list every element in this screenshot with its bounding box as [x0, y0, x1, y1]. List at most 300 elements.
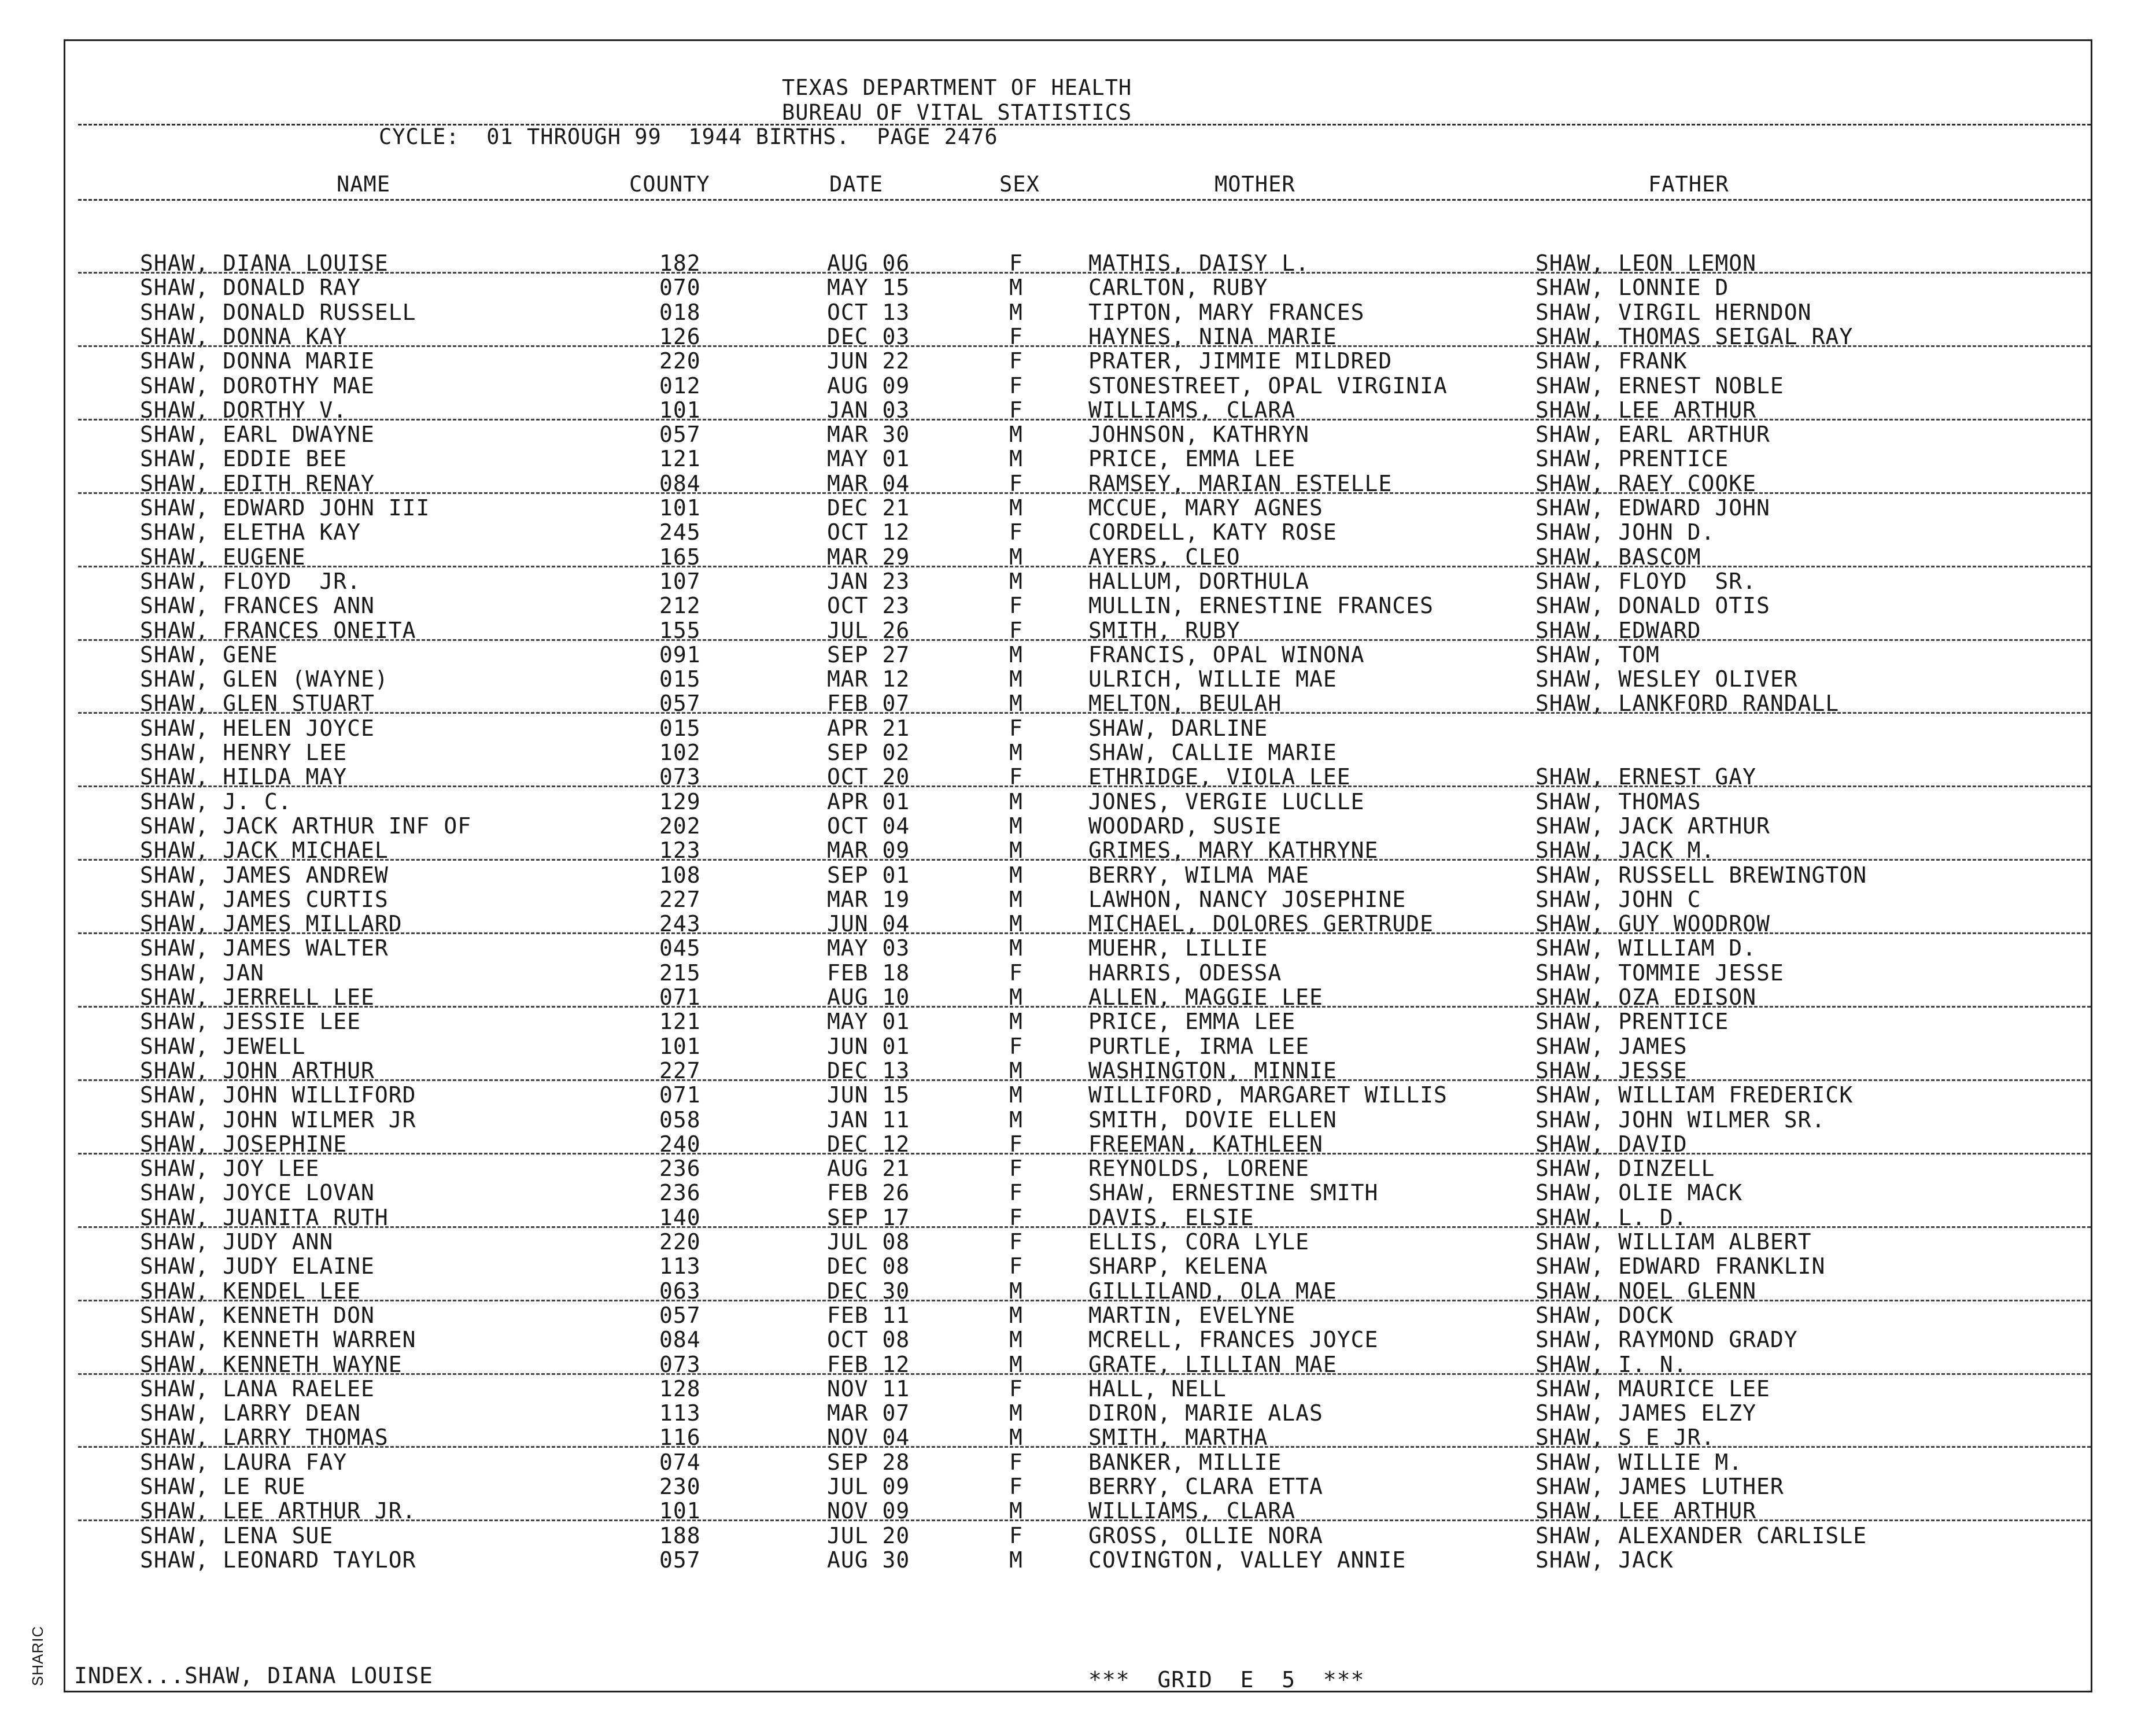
- record-county: 113: [659, 1253, 701, 1279]
- record-father: SHAW, ERNEST NOBLE: [1535, 372, 1784, 399]
- record-mother: WILLIFORD, MARGARET WILLIS: [1088, 1082, 1448, 1108]
- record-mother: PRATER, JIMMIE MILDRED: [1088, 348, 1393, 374]
- record-county: 243: [659, 911, 701, 937]
- record-county: 121: [659, 446, 701, 472]
- record-sex: F: [1009, 1180, 1023, 1206]
- record-name: SHAW, JAN: [140, 960, 264, 986]
- record-county: 230: [659, 1474, 701, 1499]
- record-father: SHAW, WESLEY OLIVER: [1535, 666, 1798, 692]
- record-name: SHAW, EARL DWAYNE: [140, 422, 375, 448]
- record-father: SHAW, OLIE MACK: [1535, 1180, 1743, 1206]
- record-father: SHAW, MAURICE LEE: [1535, 1375, 1770, 1401]
- record-name: SHAW, DONNA KAY: [140, 323, 348, 349]
- record-sex: F: [1009, 323, 1023, 349]
- row-group-rule: [78, 785, 2091, 787]
- record-row: [0, 1034, 2156, 1058]
- record-county: 227: [659, 886, 701, 912]
- bureau-title: BUREAU OF VITAL STATISTICS: [782, 100, 1132, 125]
- record-mother: DIRON, MARIE ALAS: [1088, 1400, 1323, 1426]
- record-date: MAR 09: [827, 838, 910, 864]
- record-date: NOV 11: [827, 1375, 910, 1401]
- record-mother: PURTLE, IRMA LEE: [1088, 1033, 1310, 1059]
- record-date: APR 01: [827, 788, 910, 814]
- record-mother: JONES, VERGIE LUCLLE: [1088, 788, 1365, 814]
- record-mother: PRICE, EMMA LEE: [1088, 1009, 1296, 1035]
- record-name: SHAW, JAMES CURTIS: [140, 886, 389, 912]
- record-date: OCT 12: [827, 519, 910, 545]
- record-date: FEB 11: [827, 1302, 910, 1328]
- record-mother: LAWHON, NANCY JOSEPHINE: [1088, 886, 1406, 912]
- record-name: SHAW, FRANCES ONEITA: [140, 617, 416, 643]
- record-father: SHAW, S E JR.: [1535, 1425, 1715, 1451]
- record-county: 101: [659, 397, 701, 423]
- record-row: [0, 740, 2156, 765]
- record-county: 057: [659, 422, 701, 448]
- record-county: 155: [659, 617, 701, 643]
- record-row: [0, 1108, 2156, 1132]
- record-father: SHAW, RUSSELL BREWINGTON: [1535, 862, 1867, 888]
- record-sex: M: [1009, 1278, 1023, 1304]
- record-row: [0, 716, 2156, 740]
- record-name: SHAW, LEONARD TAYLOR: [140, 1547, 416, 1573]
- record-sex: M: [1009, 275, 1023, 301]
- record-sex: F: [1009, 1131, 1023, 1157]
- record-mother: CORDELL, KATY ROSE: [1088, 519, 1337, 545]
- record-mother: CARLTON, RUBY: [1088, 275, 1268, 301]
- record-row: [0, 1083, 2156, 1107]
- row-group-rule: [78, 1226, 2091, 1228]
- record-row: [0, 1156, 2156, 1181]
- record-name: SHAW, EDWARD JOHN III: [140, 495, 430, 521]
- record-mother: SHARP, KELENA: [1088, 1253, 1268, 1279]
- record-mother: TIPTON, MARY FRANCES: [1088, 299, 1365, 325]
- record-sex: M: [1009, 911, 1023, 937]
- record-county: 212: [659, 593, 701, 619]
- record-sex: M: [1009, 984, 1023, 1010]
- record-date: JUL 20: [827, 1522, 910, 1548]
- record-row: [0, 1450, 2156, 1474]
- record-date: MAR 12: [827, 666, 910, 692]
- record-sex: M: [1009, 1057, 1023, 1083]
- record-mother: GRIMES, MARY KATHRYNE: [1088, 838, 1379, 864]
- record-mother: ETHRIDGE, VIOLA LEE: [1088, 764, 1351, 790]
- record-name: SHAW, JOHN WILMER JR: [140, 1107, 416, 1133]
- record-sex: F: [1009, 1033, 1023, 1059]
- record-sex: F: [1009, 960, 1023, 986]
- record-sex: F: [1009, 593, 1023, 619]
- record-date: FEB 26: [827, 1180, 910, 1206]
- record-date: AUG 09: [827, 372, 910, 399]
- record-mother: WILLIAMS, CLARA: [1088, 397, 1296, 423]
- record-sex: F: [1009, 1204, 1023, 1230]
- record-date: SEP 28: [827, 1449, 910, 1475]
- record-row: [0, 1548, 2156, 1572]
- record-county: 113: [659, 1400, 701, 1426]
- record-county: 220: [659, 1229, 701, 1255]
- record-father: SHAW, LEON LEMON: [1535, 250, 1757, 276]
- record-county: 236: [659, 1156, 701, 1182]
- record-sex: F: [1009, 397, 1023, 423]
- record-sex: F: [1009, 1522, 1023, 1548]
- record-row: [0, 1474, 2156, 1499]
- record-mother: RAMSEY, MARIAN ESTELLE: [1088, 470, 1393, 496]
- record-county: 012: [659, 372, 701, 399]
- record-county: 220: [659, 348, 701, 374]
- column-header-date: DATE: [829, 172, 884, 197]
- record-name: SHAW, JACK MICHAEL: [140, 838, 389, 864]
- record-mother: MARTIN, EVELYNE: [1088, 1302, 1296, 1328]
- record-row: [0, 1327, 2156, 1352]
- record-sex: M: [1009, 886, 1023, 912]
- record-mother: REYNOLDS, LORENE: [1088, 1156, 1310, 1182]
- record-row: [0, 593, 2156, 618]
- record-name: SHAW, DONALD RUSSELL: [140, 299, 416, 325]
- record-date: APR 21: [827, 715, 910, 741]
- record-father: SHAW, JAMES ELZY: [1535, 1400, 1757, 1426]
- record-date: SEP 27: [827, 641, 910, 667]
- record-date: OCT 23: [827, 593, 910, 619]
- row-group-rule: [78, 1519, 2091, 1521]
- record-name: SHAW, DORTHY V.: [140, 397, 348, 423]
- record-mother: DAVIS, ELSIE: [1088, 1204, 1254, 1230]
- record-name: SHAW, DIANA LOUISE: [140, 250, 389, 276]
- row-group-rule: [78, 492, 2091, 494]
- record-name: SHAW, JAMES MILLARD: [140, 911, 403, 937]
- record-row: [0, 887, 2156, 912]
- record-father: SHAW, PRENTICE: [1535, 1009, 1729, 1035]
- record-county: 202: [659, 813, 701, 839]
- row-group-rule: [78, 1300, 2091, 1301]
- record-sex: M: [1009, 568, 1023, 594]
- record-name: SHAW, LARRY DEAN: [140, 1400, 361, 1426]
- record-sex: M: [1009, 1351, 1023, 1377]
- row-group-rule: [78, 859, 2091, 861]
- record-mother: SHAW, DARLINE: [1088, 715, 1268, 741]
- record-name: SHAW, DOROTHY MAE: [140, 372, 375, 399]
- record-county: 236: [659, 1180, 701, 1206]
- record-sex: M: [1009, 1107, 1023, 1133]
- record-county: 227: [659, 1057, 701, 1083]
- record-county: 018: [659, 299, 701, 325]
- record-sex: M: [1009, 299, 1023, 325]
- record-sex: M: [1009, 935, 1023, 961]
- record-father: SHAW, DINZELL: [1535, 1156, 1715, 1182]
- record-sex: M: [1009, 1498, 1023, 1524]
- record-mother: AYERS, CLEO: [1088, 544, 1241, 570]
- record-father: SHAW, WILLIAM D.: [1535, 935, 1757, 961]
- record-father: SHAW, JACK: [1535, 1547, 1674, 1573]
- record-mother: BANKER, MILLIE: [1088, 1449, 1282, 1475]
- record-father: SHAW, EDWARD JOHN: [1535, 495, 1770, 521]
- record-name: SHAW, DONNA MARIE: [140, 348, 375, 374]
- record-date: JUL 09: [827, 1474, 910, 1499]
- record-mother: SMITH, MARTHA: [1088, 1425, 1268, 1451]
- side-label: SHARIC: [29, 1625, 46, 1686]
- record-sex: F: [1009, 1449, 1023, 1475]
- record-row: [0, 1401, 2156, 1425]
- record-name: SHAW, JOHN WILLIFORD: [140, 1082, 416, 1108]
- record-sex: M: [1009, 1400, 1023, 1426]
- record-name: SHAW, HILDA MAY: [140, 764, 348, 790]
- record-father: SHAW, THOMAS SEIGAL RAY: [1535, 323, 1854, 349]
- record-date: FEB 07: [827, 691, 910, 717]
- record-mother: FREEMAN, KATHLEEN: [1088, 1131, 1323, 1157]
- record-county: 071: [659, 1082, 701, 1108]
- record-date: JUN 04: [827, 911, 910, 937]
- record-county: 116: [659, 1425, 701, 1451]
- record-county: 188: [659, 1522, 701, 1548]
- record-row: [0, 374, 2156, 398]
- record-father: SHAW, NOEL GLENN: [1535, 1278, 1757, 1304]
- record-father: SHAW, JACK ARTHUR: [1535, 813, 1770, 839]
- cycle-line: CYCLE: 01 THROUGH 99 1944 BIRTHS. PAGE 2476: [379, 124, 998, 149]
- record-row: [0, 814, 2156, 838]
- record-name: SHAW, J. C.: [140, 788, 292, 814]
- record-name: SHAW, HELEN JOYCE: [140, 715, 375, 741]
- record-county: 101: [659, 495, 701, 521]
- record-sex: M: [1009, 813, 1023, 839]
- row-group-rule: [78, 566, 2091, 567]
- record-name: SHAW, JOSEPHINE: [140, 1131, 348, 1157]
- record-date: SEP 01: [827, 862, 910, 888]
- record-county: 215: [659, 960, 701, 986]
- record-sex: M: [1009, 691, 1023, 717]
- record-father: SHAW, JAMES LUTHER: [1535, 1474, 1784, 1499]
- record-name: SHAW, KENNETH WAYNE: [140, 1351, 403, 1377]
- record-date: MAR 30: [827, 422, 910, 448]
- record-county: 101: [659, 1498, 701, 1524]
- record-father: SHAW, FLOYD SR.: [1535, 568, 1757, 594]
- record-date: JUN 22: [827, 348, 910, 374]
- record-mother: ULRICH, WILLIE MAE: [1088, 666, 1337, 692]
- record-county: 123: [659, 838, 701, 864]
- record-sex: M: [1009, 740, 1023, 765]
- record-father: SHAW, ALEXANDER CARLISLE: [1535, 1522, 1867, 1548]
- record-father: SHAW, LEE ARTHUR: [1535, 397, 1757, 423]
- row-group-rule: [78, 345, 2091, 347]
- record-name: SHAW, LARRY THOMAS: [140, 1425, 389, 1451]
- record-mother: GRATE, LILLIAN MAE: [1088, 1351, 1337, 1377]
- record-date: MAR 19: [827, 886, 910, 912]
- record-name: SHAW, KENDEL LEE: [140, 1278, 361, 1304]
- record-name: SHAW, JESSIE LEE: [140, 1009, 361, 1035]
- column-header-name: NAME: [337, 172, 391, 197]
- record-father: SHAW, EDWARD FRANKLIN: [1535, 1253, 1826, 1279]
- record-name: SHAW, DONALD RAY: [140, 275, 361, 301]
- record-name: SHAW, LEE ARTHUR JR.: [140, 1498, 416, 1524]
- record-sex: M: [1009, 1547, 1023, 1573]
- record-name: SHAW, JUDY ANN: [140, 1229, 334, 1255]
- record-father: SHAW, JESSE: [1535, 1057, 1688, 1083]
- record-father: SHAW, LANKFORD RANDALL: [1535, 691, 1840, 717]
- record-mother: BERRY, CLARA ETTA: [1088, 1474, 1323, 1499]
- record-father: SHAW, RAEY COOKE: [1535, 470, 1757, 496]
- record-county: 057: [659, 1302, 701, 1328]
- record-date: FEB 18: [827, 960, 910, 986]
- record-row: [0, 863, 2156, 887]
- record-name: SHAW, ELETHA KAY: [140, 519, 361, 545]
- record-county: 057: [659, 1547, 701, 1573]
- record-county: 121: [659, 1009, 701, 1035]
- record-father: SHAW, JAMES: [1535, 1033, 1688, 1059]
- record-date: OCT 20: [827, 764, 910, 790]
- record-name: SHAW, EDITH RENAY: [140, 470, 375, 496]
- record-mother: HALLUM, DORTHULA: [1088, 568, 1310, 594]
- record-county: 101: [659, 1033, 701, 1059]
- record-name: SHAW, EDDIE BEE: [140, 446, 348, 472]
- record-father: SHAW, TOM: [1535, 641, 1660, 667]
- record-row: [0, 936, 2156, 960]
- record-sex: M: [1009, 862, 1023, 888]
- footer-index: INDEX...SHAW, DIANA LOUISE: [74, 1663, 433, 1688]
- record-name: SHAW, KENNETH WARREN: [140, 1327, 416, 1353]
- record-mother: HALL, NELL: [1088, 1375, 1227, 1401]
- record-county: 165: [659, 544, 701, 570]
- record-date: JUL 26: [827, 617, 910, 643]
- record-sex: M: [1009, 422, 1023, 448]
- record-name: SHAW, GENE: [140, 641, 278, 667]
- record-name: SHAW, GLEN STUART: [140, 691, 375, 717]
- record-date: JAN 03: [827, 397, 910, 423]
- record-row: [0, 349, 2156, 373]
- record-father: SHAW, JOHN D.: [1535, 519, 1715, 545]
- record-mother: ELLIS, CORA LYLE: [1088, 1229, 1310, 1255]
- record-row: [0, 1377, 2156, 1401]
- column-header-sex: SEX: [999, 172, 1040, 197]
- record-mother: MULLIN, ERNESTINE FRANCES: [1088, 593, 1434, 619]
- record-county: 073: [659, 1351, 701, 1377]
- record-mother: MATHIS, DAISY L.: [1088, 250, 1310, 276]
- record-name: SHAW, LANA RAELEE: [140, 1375, 375, 1401]
- record-sex: F: [1009, 1156, 1023, 1182]
- record-date: AUG 10: [827, 984, 910, 1010]
- record-date: AUG 06: [827, 250, 910, 276]
- record-sex: M: [1009, 544, 1023, 570]
- footer-grid: *** GRID E 5 ***: [1088, 1667, 1365, 1692]
- record-row: [0, 520, 2156, 544]
- record-row: [0, 275, 2156, 300]
- record-row: [0, 1181, 2156, 1205]
- record-date: NOV 04: [827, 1425, 910, 1451]
- record-row: [0, 1230, 2156, 1254]
- record-mother: ALLEN, MAGGIE LEE: [1088, 984, 1323, 1010]
- record-sex: F: [1009, 617, 1023, 643]
- record-row: [0, 447, 2156, 471]
- record-row: [0, 569, 2156, 593]
- record-row: [0, 1303, 2156, 1327]
- record-date: OCT 13: [827, 299, 910, 325]
- record-date: MAY 01: [827, 446, 910, 472]
- record-father: SHAW, DOCK: [1535, 1302, 1674, 1328]
- record-sex: F: [1009, 1253, 1023, 1279]
- record-name: SHAW, JAMES ANDREW: [140, 862, 389, 888]
- record-row: [0, 643, 2156, 667]
- record-father: SHAW, LONNIE D: [1535, 275, 1729, 301]
- record-date: NOV 09: [827, 1498, 910, 1524]
- record-mother: MICHAEL, DOLORES GERTRUDE: [1088, 911, 1434, 937]
- row-group-rule: [78, 419, 2091, 421]
- record-sex: M: [1009, 1082, 1023, 1108]
- row-group-rule: [78, 1446, 2091, 1448]
- record-date: MAY 01: [827, 1009, 910, 1035]
- record-father: SHAW, WILLIAM FREDERICK: [1535, 1082, 1854, 1108]
- record-date: DEC 30: [827, 1278, 910, 1304]
- record-name: SHAW, HENRY LEE: [140, 740, 348, 765]
- record-name: SHAW, JOHN ARTHUR: [140, 1057, 375, 1083]
- record-row: [0, 961, 2156, 985]
- row-group-rule: [78, 932, 2091, 934]
- record-sex: M: [1009, 1327, 1023, 1353]
- record-county: 129: [659, 788, 701, 814]
- record-county: 057: [659, 691, 701, 717]
- record-father: SHAW, ERNEST GAY: [1535, 764, 1757, 790]
- record-mother: COVINGTON, VALLEY ANNIE: [1088, 1547, 1406, 1573]
- record-sex: F: [1009, 715, 1023, 741]
- record-sex: F: [1009, 519, 1023, 545]
- record-county: 140: [659, 1204, 701, 1230]
- record-father: SHAW, THOMAS: [1535, 788, 1701, 814]
- record-mother: SHAW, ERNESTINE SMITH: [1088, 1180, 1379, 1206]
- record-father: SHAW, EARL ARTHUR: [1535, 422, 1770, 448]
- record-sex: F: [1009, 1474, 1023, 1499]
- record-date: DEC 13: [827, 1057, 910, 1083]
- record-mother: MUEHR, LILLIE: [1088, 935, 1268, 961]
- record-father: SHAW, EDWARD: [1535, 617, 1701, 643]
- record-mother: MELTON, BEULAH: [1088, 691, 1282, 717]
- record-father: SHAW, DONALD OTIS: [1535, 593, 1770, 619]
- record-sex: M: [1009, 1425, 1023, 1451]
- record-sex: F: [1009, 372, 1023, 399]
- record-county: 058: [659, 1107, 701, 1133]
- record-name: SHAW, LAURA FAY: [140, 1449, 348, 1475]
- record-mother: FRANCIS, OPAL WINONA: [1088, 641, 1365, 667]
- record-county: 084: [659, 470, 701, 496]
- record-sex: F: [1009, 1375, 1023, 1401]
- record-date: JUN 15: [827, 1082, 910, 1108]
- record-father: SHAW, JACK M.: [1535, 838, 1715, 864]
- record-county: 245: [659, 519, 701, 545]
- column-header-rule: [78, 199, 2091, 201]
- row-group-rule: [78, 1153, 2091, 1155]
- record-mother: GROSS, OLLIE NORA: [1088, 1522, 1323, 1548]
- record-row: [0, 667, 2156, 691]
- record-father: SHAW, TOMMIE JESSE: [1535, 960, 1784, 986]
- column-header-county: COUNTY: [629, 172, 710, 197]
- record-mother: WASHINGTON, MINNIE: [1088, 1057, 1337, 1083]
- record-name: SHAW, JAMES WALTER: [140, 935, 389, 961]
- record-sex: M: [1009, 1009, 1023, 1035]
- record-row: [0, 300, 2156, 324]
- record-name: SHAW, GLEN (WAYNE): [140, 666, 389, 692]
- record-date: OCT 08: [827, 1327, 910, 1353]
- record-sex: M: [1009, 1302, 1023, 1328]
- record-father: SHAW, LEE ARTHUR: [1535, 1498, 1757, 1524]
- row-group-rule: [78, 712, 2091, 714]
- record-sex: F: [1009, 764, 1023, 790]
- record-name: SHAW, KENNETH DON: [140, 1302, 375, 1328]
- record-name: SHAW, JEWELL: [140, 1033, 306, 1059]
- record-county: 070: [659, 275, 701, 301]
- record-row: [0, 1524, 2156, 1548]
- record-row: [0, 496, 2156, 520]
- record-sex: M: [1009, 641, 1023, 667]
- record-date: DEC 12: [827, 1131, 910, 1157]
- record-mother: BERRY, WILMA MAE: [1088, 862, 1310, 888]
- record-name: SHAW, JOYCE LOVAN: [140, 1180, 375, 1206]
- record-county: 107: [659, 568, 701, 594]
- record-county: 102: [659, 740, 701, 765]
- record-mother: MCRELL, FRANCES JOYCE: [1088, 1327, 1379, 1353]
